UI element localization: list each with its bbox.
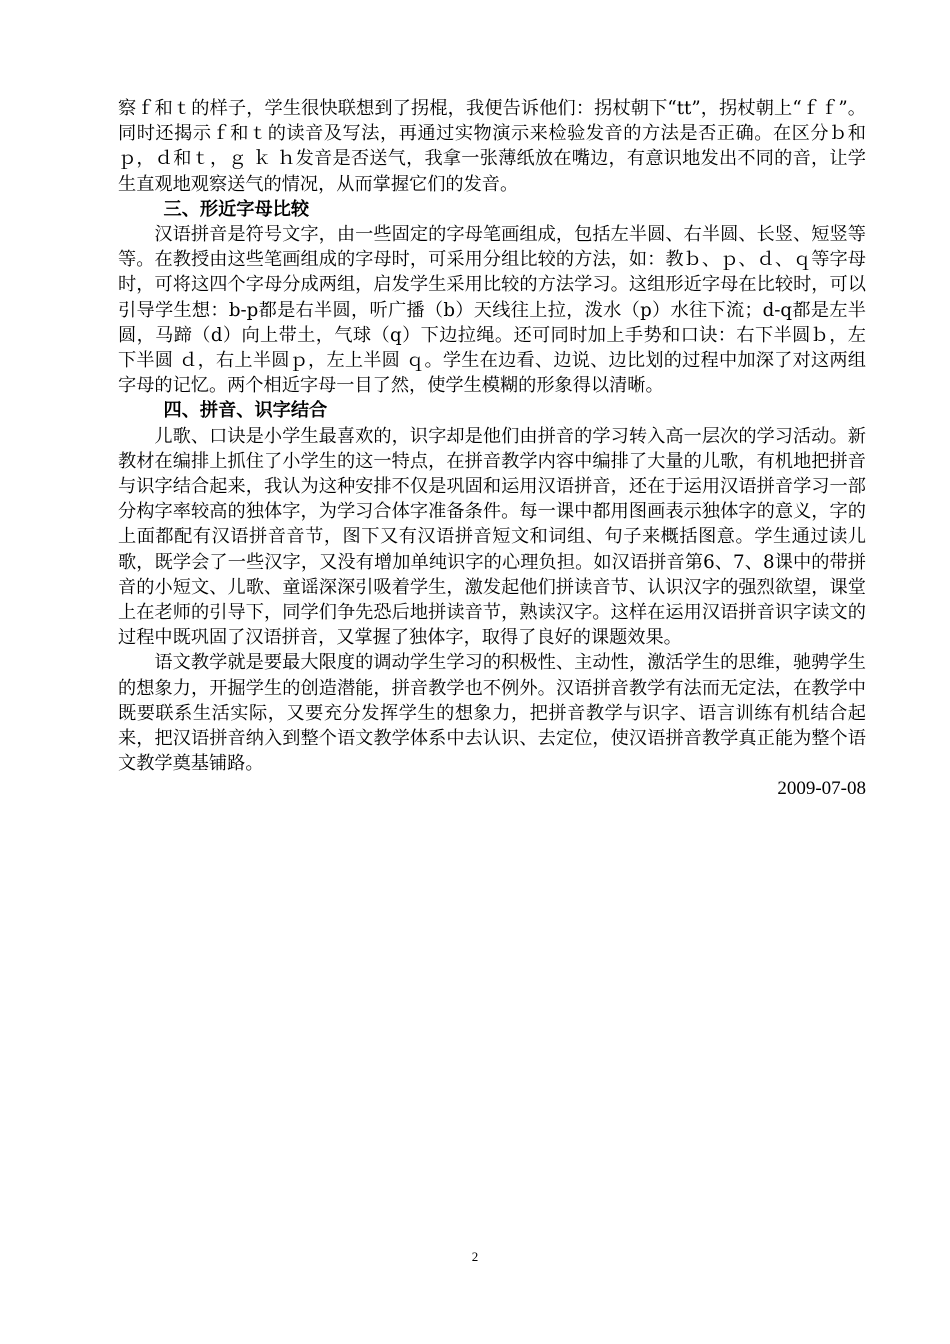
section-heading-3: 三、形近字母比较 xyxy=(163,198,310,220)
page-number: 2 xyxy=(471,1249,479,1264)
paragraph-2: 汉语拼音是符号文字，由一些固定的字母笔画组成，包括左半圆、右半圆、长竖、短竖等等。在教授由这些笔画组成的字母时，可采用分组比较的方法，如：教ｂ、ｐ、ｄ、ｑ等字母时，可将这四个字母分成两组，启发学生采用比较的方法学习。这组形近字母在比较时，可以引导学生想：b-p都是右半圆，听广播（b）天线往上拉，泼水（p）水往下流；d-q都是左半圆，马蹄（d）向上带土，气球（q）下边拉绳。还可同时加上手势和口诀：右下半圆ｂ，左下半圆 ｄ，右上半圆ｐ，左上半圆 ｑ。学生在边看、边说、边比划的过程中加深了对这两组字母的记忆。两个相近字母一目了然，使学生模糊的形象得以清晰。 xyxy=(118,224,866,397)
paragraph-3: 儿歌、口诀是小学生最喜欢的，识字却是他们由拼音的学习转入高一层次的学习活动。新教材在编排上抓住了小学生的这一特点，在拼音教学内容中编排了大量的儿歌，有机地把拼音与识字结合起来，我认为这种安排不仅是巩固和运用汉语拼音，还在于运用汉语拼音学习一部分构字率较高的独体字，为学习合体字准备条件。每一课中都用图画表示独体字的意义，字的上面都配有汉语拼音音节，图下又有汉语拼音短文和词组、句子来概括图意。学生通过读儿歌，既学会了一些汉字，又没有增加单纯识字的心理负担。如汉语拼音第6、7、8课中的带拼音的小短文、儿歌、童谣深深引吸着学生，激发起他们拼读音节、认识汉字的强烈欲望，课堂上在老师的引导下，同学们争先恐后地拼读音节，熟读汉字。这样在运用汉语拼音识字读文的过程中既巩固了汉语拼音，又掌握了独体字，取得了良好的课题效果。 xyxy=(118,425,866,649)
section-heading-4: 四、拼音、识字结合 xyxy=(163,400,328,422)
paragraph-1: 察ｆ和ｔ的样子，学生很快联想到了拐棍，我便告诉他们：拐杖朝下“tt”，拐杖朝上“ｆｆ”。同时还揭示ｆ和ｔ的读音及写法，再通过实物演示来检验发音的方法是否正确。在区分ｂ和ｐ，ｄ和ｔ，ｇ ｋ ｈ发音是否送气，我拿一张薄纸放在嘴边，有意识地发出不同的音，让学生直观地观察送气的情况，从而掌握它们的发音。 xyxy=(118,98,866,195)
paragraph-4: 语文教学就是要最大限度的调动学生学习的积极性、主动性，激活学生的思维，驰骋学生的想象力，开掘学生的创造潜能，拼音教学也不例外。汉语拼音教学有法而无定法，在教学中既要联系生活实际，又要充分发挥学生的想象力，把拼音教学与识字、语言训练有机结合起来，把汉语拼音纳入到整个语文教学体系中去认识、去定位，使汉语拼音教学真正能为整个语文教学奠基铺路。 xyxy=(118,652,866,775)
document-body xyxy=(118,96,866,802)
document-date: 2009-07-08 xyxy=(777,778,866,800)
